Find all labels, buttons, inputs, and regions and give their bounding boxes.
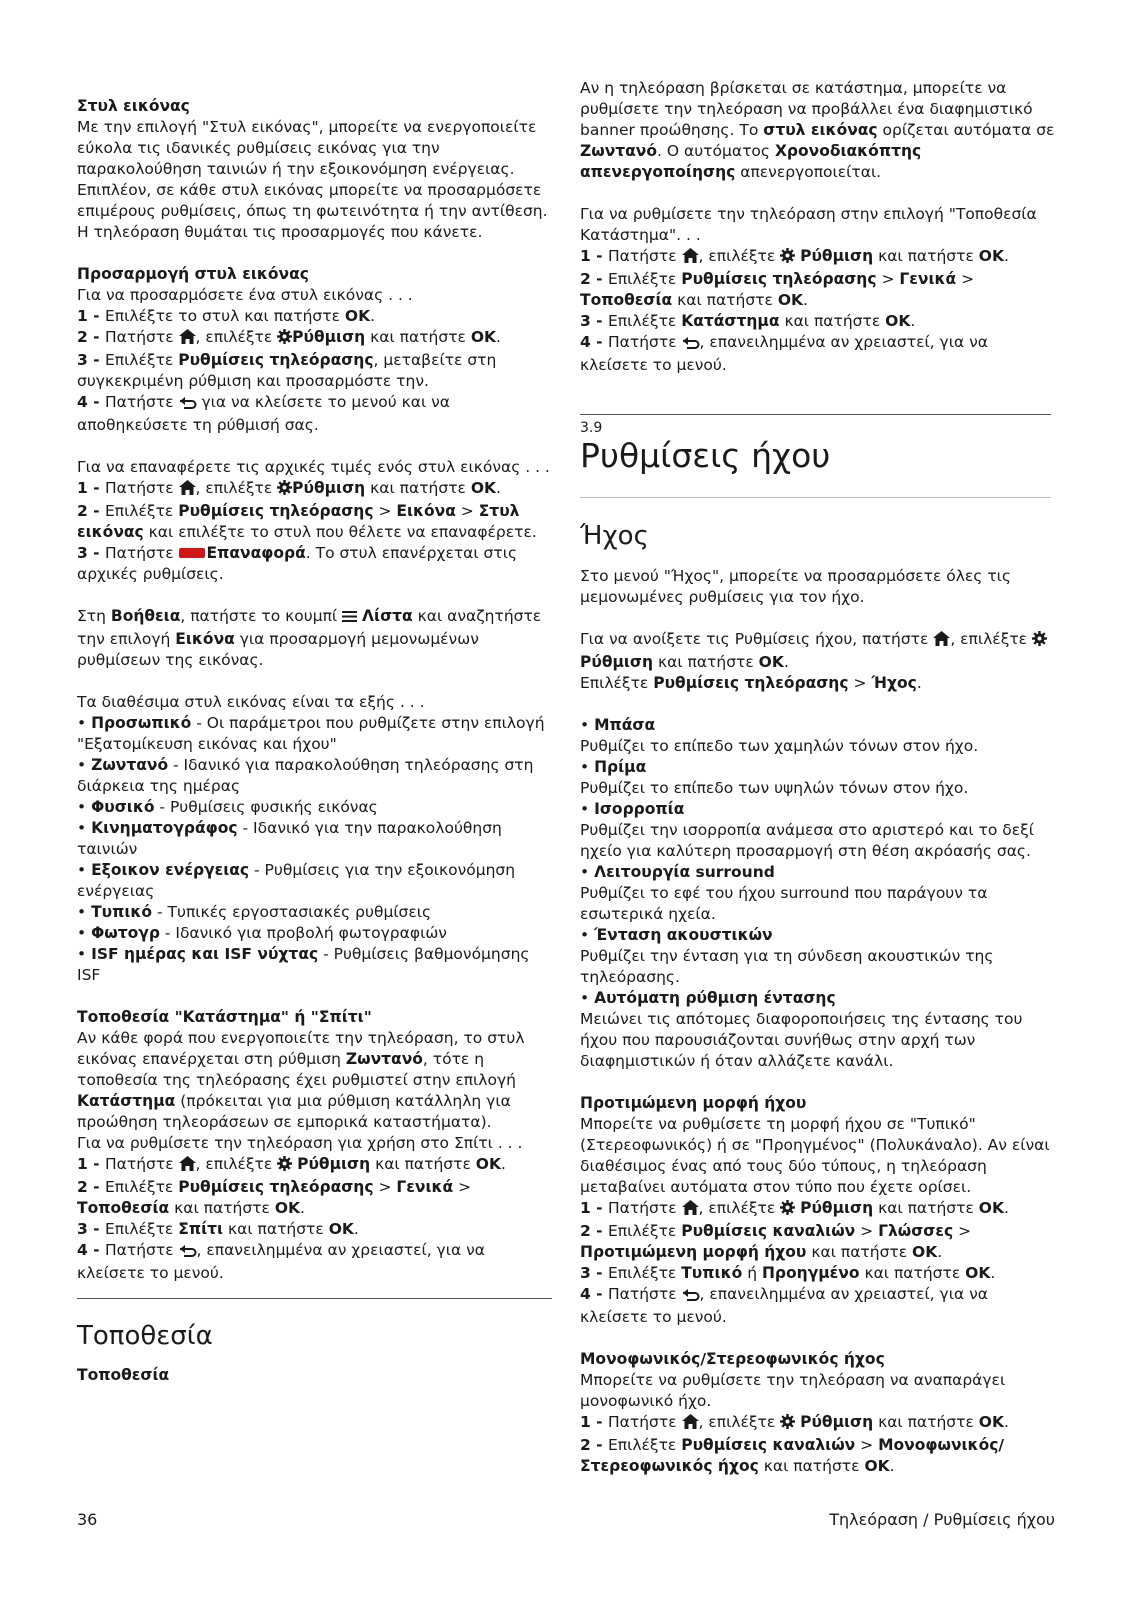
paragraph: Επιλέξτε Ρυθμίσεις τηλεόρασης > Ήχος. xyxy=(580,674,922,692)
step-1: 1 - Πατήστε , επιλέξτε Ρύθμιση και πατήστε OK. xyxy=(77,478,552,501)
home-icon xyxy=(682,1414,699,1435)
sound-section xyxy=(580,520,1060,1477)
paragraph: Μπορείτε να ρυθμίσετε την τηλεόραση να αναπαράγει μονοφωνικό ήχο. xyxy=(580,1371,1006,1410)
paragraph: Για να επαναφέρετε τις αρχικές τιμές ενός στυλ εικόνας . . . xyxy=(77,458,550,476)
step-1: 1 - Πατήστε , επιλέξτε Ρύθμιση και πατήστε OK. xyxy=(77,1154,552,1177)
sound-item-desc: Ρυθμίζει την ισορροπία ανάμεσα στο αριστερό και το δεξί ηχείο για καλύτερη προσαρμογή στη θέση ακρόασής σας. xyxy=(580,821,1035,860)
step-4: 4 - Πατήστε για να κλείσετε το μενού και να αποθηκεύσετε τη ρύθμισή σας. xyxy=(77,393,451,434)
sound-item-name: • Αυτόματη ρύθμιση έντασης xyxy=(580,989,836,1007)
style-list-item: • Ζωντανό - Ιδανικό για παρακολούθηση τηλεόρασης στη διάρκεια της ημέρας xyxy=(77,756,534,795)
section-header xyxy=(580,420,1060,476)
step-2: 2 - Επιλέξτε Ρυθμίσεις τηλεόρασης > Γενικά > Τοποθεσία και πατήστε OK. xyxy=(580,270,975,309)
location-section xyxy=(77,1320,552,1384)
style-list-item: • Τυπικό - Τυπικές εργοστασιακές ρυθμίσεις xyxy=(77,903,432,921)
back-icon xyxy=(682,1286,700,1307)
step-2: 2 - Επιλέξτε Ρυθμίσεις τηλεόρασης > Γενικά > Τοποθεσία και πατήστε OK. xyxy=(77,1178,472,1217)
sound-item-name: • Λειτουργία surround xyxy=(580,863,775,881)
sound-item-desc: Ρυθμίζει την ένταση για τη σύνδεση ακουστικών της τηλεόρασης. xyxy=(580,947,994,986)
styles-list xyxy=(77,713,552,986)
sound-item-desc: Ρυθμίζει το επίπεδο των χαμηλών τόνων στον ήχο. xyxy=(580,737,979,755)
sound-item-desc: Ρυθμίζει το επίπεδο των υψηλών τόνων στον ήχο. xyxy=(580,779,969,797)
home-icon xyxy=(179,480,196,501)
home-icon xyxy=(682,1200,699,1221)
step-3: 3 - Επιλέξτε Τυπικό ή Προηγμένο και πατήστε OK. xyxy=(580,1264,996,1282)
red-key-icon xyxy=(179,548,205,558)
step-2: 2 - Επιλέξτε Ρυθμίσεις τηλεόρασης > Εικόνα > Στυλ εικόνας και επιλέξτε το στυλ που θέλετε να επαναφέρετε. xyxy=(77,502,537,541)
back-icon xyxy=(179,394,197,415)
step-4: 4 - Πατήστε , επανειλημμένα αν χρειαστεί, για να κλείσετε το μενού. xyxy=(77,1241,485,1282)
section-heading: Τοποθεσία "Κατάστημα" ή "Σπίτι" xyxy=(77,1008,372,1026)
paragraph: Μπορείτε να ρυθμίσετε τη μορφή ήχου σε "Τυπικό" (Στερεοφωνικός) ή σε "Προηγμένος" (Πολυκάναλο). Αν είναι διαθέσιμος ένας από τους δύο τύπους, η τηλεόραση μεταβαίνει αυτόματα στον τύπο που έχετε ορίσει. xyxy=(580,1115,1050,1196)
page-number: 36 xyxy=(77,1510,98,1529)
step-4: 4 - Πατήστε , επανειλημμένα αν χρειαστεί, για να κλείσετε το μενού. xyxy=(580,333,988,374)
divider xyxy=(77,1298,552,1299)
section-heading: Στυλ εικόνας xyxy=(77,97,190,115)
divider xyxy=(580,497,1051,498)
style-list-item: • Κινηματογράφος - Ιδανικό για την παρακολούθηση ταινιών xyxy=(77,819,502,858)
step-1: 1 - Πατήστε , επιλέξτε Ρύθμιση και πατήστε OK. xyxy=(580,1198,1060,1221)
section-number: 3.9 xyxy=(580,420,603,436)
style-list-item: • Φωτογρ - Ιδανικό για προβολή φωτογραφιών xyxy=(77,924,447,942)
style-list-item: • Φυσικό - Ρυθμίσεις φυσικής εικόνας xyxy=(77,798,378,816)
right-column xyxy=(580,78,1060,376)
help-paragraph: Στη Βοήθεια, πατήστε το κουμπί Λίστα και αναζητήστε την επιλογή Εικόνα για προσαρμογή μεμονωμένων ρυθμίσεων της εικόνας. xyxy=(77,607,542,669)
step-3: 3 - Επιλέξτε Κατάστημα και πατήστε OK. xyxy=(580,312,916,330)
list-icon xyxy=(342,608,357,629)
step-2: 2 - Πατήστε , επιλέξτε Ρύθμιση και πατήστε OK. xyxy=(77,327,552,350)
back-icon xyxy=(682,334,700,355)
section-rule xyxy=(580,414,1051,415)
paragraph: Για να ανοίξετε τις Ρυθμίσεις ήχου, πατήστε , επιλέξτε Ρύθμιση και πατήστε OK. xyxy=(580,629,1060,673)
gear-icon xyxy=(1032,631,1047,652)
home-icon xyxy=(933,631,950,652)
sound-item-name: • Ισορροπία xyxy=(580,800,685,818)
sound-item-desc: Μειώνει τις απότομες διαφοροποιήσεις της έντασης του ήχου που παρουσιάζονται συνήθως στην αρχή των διαφημιστικών ή όταν αλλάζετε κανάλι. xyxy=(580,1010,1023,1070)
step-1: 1 - Πατήστε , επιλέξτε Ρύθμιση και πατήστε OK. xyxy=(580,246,1060,269)
footer-breadcrumb: Τηλεόραση / Ρυθμίσεις ήχου xyxy=(829,1510,1055,1529)
paragraph: Για να ρυθμίσετε την τηλεόραση στην επιλογή "Τοποθεσία Κατάστημα". . . xyxy=(580,205,1037,244)
home-icon xyxy=(682,248,699,269)
paragraph: Τα διαθέσιμα στυλ εικόνας είναι τα εξής . . . xyxy=(77,693,425,711)
gear-icon xyxy=(780,1414,795,1435)
style-list-item: • Προσωπικό - Οι παράμετροι που ρυθμίζετε στην επιλογή "Εξατομίκευση εικόνας και ήχου" xyxy=(77,714,545,753)
step-1: 1 - Επιλέξτε το στυλ και πατήστε OK. xyxy=(77,307,376,325)
left-column xyxy=(77,96,552,1284)
section-title: Ρυθμίσεις ήχου xyxy=(580,436,831,475)
step-2: 2 - Επιλέξτε Ρυθμίσεις καναλιών > Γλώσσες > Προτιμώμενη μορφή ήχου και πατήστε OK. xyxy=(580,1222,972,1261)
section-heading: Προτιμώμενη μορφή ήχου xyxy=(580,1094,807,1112)
step-2: 2 - Επιλέξτε Ρυθμίσεις καναλιών > Μονοφωνικός/ Στερεοφωνικός ήχος και πατήστε OK. xyxy=(580,1436,1005,1475)
section-heading: Μονοφωνικός/Στερεοφωνικός ήχος xyxy=(580,1350,885,1368)
paragraph: Αν κάθε φορά που ενεργοποιείτε την τηλεόραση, το στυλ εικόνας επανέρχεται στη ρύθμιση Ζωντανό, τότε η τοποθεσία της τηλεόρασης έχει ρυθμιστεί στην επιλογή Κατάστημα (πρόκειται για μια ρύθμιση κατάλληλη για προώθηση τηλεοράσεων σε εμπορικά καταστήματα). xyxy=(77,1029,525,1131)
section-heading: Προσαρμογή στυλ εικόνας xyxy=(77,265,309,283)
paragraph: Με την επιλογή "Στυλ εικόνας", μπορείτε να ενεργοποιείτε εύκολα τις ιδανικές ρυθμίσεις εικόνας για την παρακολούθηση ταινιών ή την εξοικονόμηση ενέργειας. Επιπλέον, σε κάθε στυλ εικόνας μπορείτε να προσαρμόσετε επιμέρους ρυθμίσεις, όπως τη φωτεινότητα ή την αντίθεση. Η τηλεόραση θυμάται τις προσαρμογές που κάνετε. xyxy=(77,118,548,241)
back-icon xyxy=(179,1242,197,1263)
paragraph: Για να προσαρμόσετε ένα στυλ εικόνας . . . xyxy=(77,286,413,304)
step-3: 3 - Επιλέξτε Σπίτι και πατήστε OK. xyxy=(77,1220,359,1238)
style-list-item: • ISF ημέρας και ISF νύχτας - Ρυθμίσεις βαθμονόμησης ISF xyxy=(77,945,530,984)
sound-items-list xyxy=(580,715,1060,1072)
paragraph: Στο μενού "Ήχος", μπορείτε να προσαρμόσετε όλες τις μεμονωμένες ρυθμίσεις για τον ήχο. xyxy=(580,567,1011,606)
style-list-item: • Εξοικον ενέργειας - Ρυθμίσεις για την εξοικονόμηση ενέργειας xyxy=(77,861,516,900)
step-3: 3 - Επιλέξτε Ρυθμίσεις τηλεόρασης, μεταβείτε στη συγκεκριμένη ρύθμιση και προσαρμόστε την. xyxy=(77,351,497,390)
paragraph: Αν η τηλεόραση βρίσκεται σε κατάστημα, μπορείτε να ρυθμίσετε την τηλεόραση να προβάλλει ένα διαφημιστικό banner προώθησης. Το στυλ εικόνας ορίζεται αυτόματα σε Ζωντανό. Ο αυτόματος Χρονοδιακόπτης απενεργοποίησης απενεργοποιείται. xyxy=(580,79,1055,181)
sound-item-name: • Πρίμα xyxy=(580,758,647,776)
gear-icon xyxy=(780,1200,795,1221)
gear-icon xyxy=(780,248,795,269)
step-1: 1 - Πατήστε , επιλέξτε Ρύθμιση και πατήστε OK. xyxy=(580,1412,1060,1435)
home-icon xyxy=(179,329,196,350)
sound-heading: Ήχος xyxy=(580,521,649,551)
sound-item-name: • Μπάσα xyxy=(580,716,656,734)
location-heading: Τοποθεσία xyxy=(77,1321,213,1351)
paragraph: Για να ρυθμίσετε την τηλεόραση για χρήση στο Σπίτι . . . xyxy=(77,1134,523,1152)
gear-icon xyxy=(277,480,292,501)
sound-item-name: • Ένταση ακουστικών xyxy=(580,926,773,944)
home-icon xyxy=(179,1156,196,1177)
location-subheading: Τοποθεσία xyxy=(77,1366,170,1384)
sound-item-desc: Ρυθμίζει το εφέ του ήχου surround που παράγουν τα εσωτερικά ηχεία. xyxy=(580,884,988,923)
gear-icon xyxy=(277,1156,292,1177)
gear-icon xyxy=(277,329,292,350)
step-3: 3 - Πατήστε Επαναφορά. Το στυλ επανέρχεται στις αρχικές ρυθμίσεις. xyxy=(77,544,518,583)
step-4: 4 - Πατήστε , επανειλημμένα αν χρειαστεί, για να κλείσετε το μενού. xyxy=(580,1285,988,1326)
